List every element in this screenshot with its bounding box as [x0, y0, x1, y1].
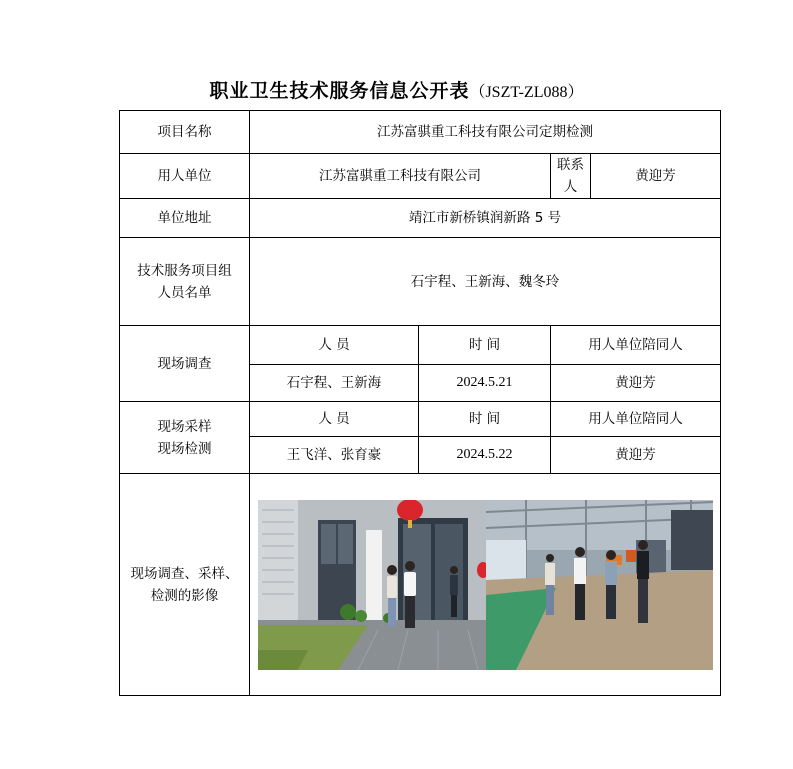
sampling-time: 2024.5.22 — [419, 437, 551, 474]
employer-label: 用人单位 — [120, 154, 250, 199]
row-project-name — [120, 111, 721, 154]
photo-factory — [486, 500, 713, 670]
title-text: 职业卫生技术服务信息公开表 — [209, 80, 470, 102]
project-name-label: 项目名称 — [120, 111, 250, 154]
survey-time: 2024.5.21 — [419, 365, 551, 402]
survey-col-people: 人 员 — [250, 326, 419, 365]
page-title — [0, 76, 793, 103]
photo-group — [258, 500, 713, 670]
survey-label: 现场调查 — [120, 326, 250, 402]
team-label — [120, 238, 250, 326]
team-label-line2: 人员名单 — [157, 284, 212, 301]
team-value: 石宇程、王新海、魏冬玲 — [250, 238, 721, 326]
person-figure — [637, 540, 649, 623]
sampling-col-time: 时 间 — [419, 402, 551, 437]
survey-escort: 黄迎芳 — [551, 365, 721, 402]
row-employer — [120, 154, 721, 199]
survey-people: 石宇程、王新海 — [250, 365, 419, 402]
row-address — [120, 199, 721, 238]
sampling-label — [120, 402, 250, 474]
sampling-col-people: 人 员 — [250, 402, 419, 437]
project-name-value: 江苏富骐重工科技有限公司定期检测 — [250, 111, 721, 154]
employer-value: 江苏富骐重工科技有限公司 — [250, 154, 551, 199]
sampling-label-line1: 现场采样 — [157, 418, 212, 435]
sampling-escort: 黄迎芳 — [551, 437, 721, 474]
company-sign — [366, 530, 382, 625]
survey-col-escort: 用人单位陪同人 — [551, 326, 721, 365]
row-team — [120, 238, 721, 326]
contact-value: 黄迎芳 — [591, 154, 721, 199]
row-sampling-header — [120, 402, 721, 437]
images-label — [120, 474, 250, 696]
photo-entrance — [258, 500, 486, 670]
contact-label-text: 联系人 — [557, 157, 584, 195]
sampling-people: 王飞洋、张育豪 — [250, 437, 419, 474]
sampling-col-escort: 用人单位陪同人 — [551, 402, 721, 437]
contact-label — [551, 154, 591, 199]
form-code: （JSZT-ZL088） — [469, 84, 584, 101]
row-images — [120, 474, 721, 696]
images-label-line2: 检测的影像 — [150, 587, 219, 604]
images-cell — [250, 474, 721, 696]
survey-col-time: 时 间 — [419, 326, 551, 365]
row-survey-header — [120, 326, 721, 365]
team-label-line1: 技术服务项目组 — [137, 262, 232, 279]
person-figure — [545, 554, 555, 615]
images-label-line1: 现场调查、采样、 — [130, 565, 239, 582]
sampling-label-line2: 现场检测 — [157, 440, 212, 457]
address-value: 靖江市新桥镇润新路 5 号 — [250, 199, 721, 238]
info-table — [119, 110, 721, 696]
address-label: 单位地址 — [120, 199, 250, 238]
